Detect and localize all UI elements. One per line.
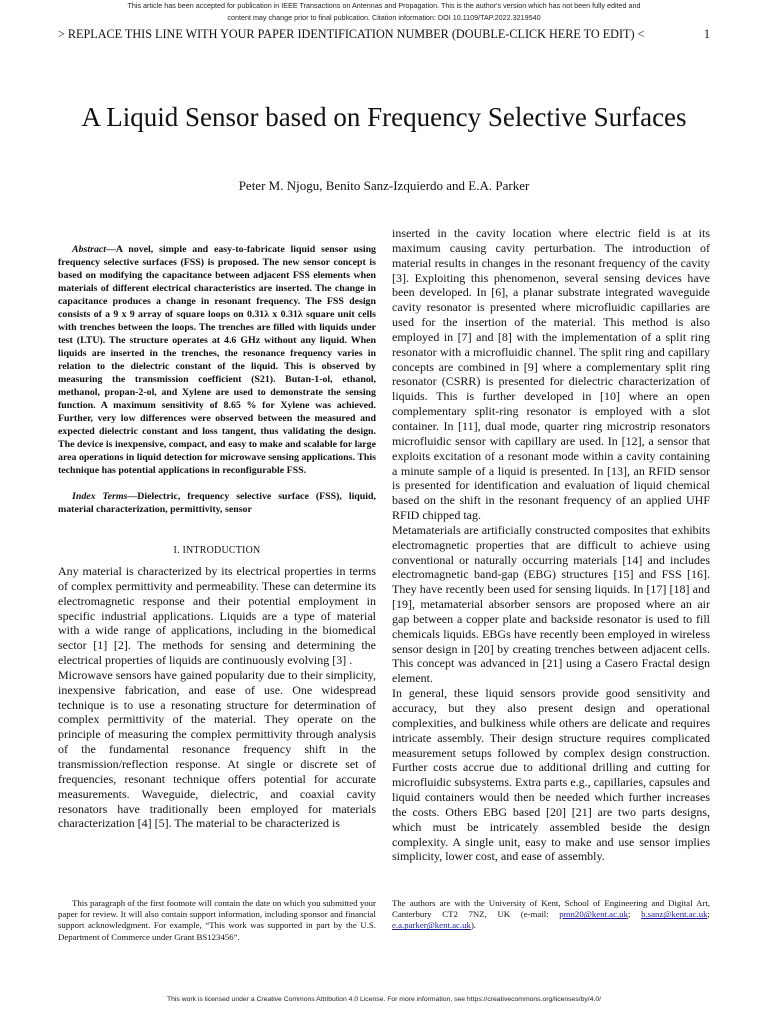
left-column [58,243,376,831]
footnote-right [392,898,710,932]
intro-paragraph: Any material is characterized by its electrical properties in terms of complex permittivity and permeability. These can determine its electromagnetic response and their potential employment in specific industrial applications. Liquids are a type of material with a wide range of applications, including in the biomedical sector [1] [2]. The methods for sensing and determining the electrical properties of liquids are continuously evolving [3] . [58,564,376,668]
email-separator: ; [707,909,710,920]
index-terms-dash: — [127,491,138,502]
abstract-text: A novel, simple and easy-to-fabricate liquid sensor using frequency selective surfaces (FSS) is proposed. The new sensor concept is based on modifying the capacitance between adjacent FSS elements when materials of different electrical characteristics are inserted. The change in capacitance produces a change in resonant frequency. The FSS design consists of a 9 x 9 array of square loops on 0.31λ x 0.31λ square unit cells with trenches between the loops. The trenches are filled with liquids under test (LTU). The structure operates at 4.6 GHz without any liquid. When liquids are inserted in the trenches, the resonance frequency varies in relation to the dielectric constant of the liquid. This is observed by measuring the transmission coefficient (S21). Butan-1-ol, ethanol, methanol, propan-2-ol, and Xylene are used to demonstrate the sensing function. A maximum sensitivity of 8.65 % for Xylene was achieved. Further, very low differences were observed between the measured and expected dielectric constant and loss tangent, thus validating the design. The device is inexpensive, compact, and easy to make and scalable for large area operations in liquid detection for microwave sensing applications. This technique has potential applications in reconfigurable FSS. [58,244,376,476]
email-separator: ; [627,909,631,920]
index-terms-label: Index Terms [72,491,128,502]
body-paragraph: inserted in the cavity location where electric field is at its maximum causing cavity perturbation. The introduction of material results in changes in the resonant frequency of the cavity [3]. Exploiting this phenomenon, several sensing devices have been developed. In [6], a planar substrate integrated waveguide cavity resonator is presented where microfluidic capillaries are used for the insertion of the material. This method is also employed in [7] and [8] with the implementation of a split ring resonator with a microfluidic channel. The split ring and capillary concepts are combined in [9] where a complementary split ring resonator (CSRR) is presented for dielectric characterization of liquids. This is further developed in [10] where an open complementary split-ring resonator is employed with a slot container. In [11], dual mode, quarter ring microstrip resonators microfluidic sensor with capillary are used. In [12], a sensor that exploits excitation of a resonant mode within a cavity containing a minute sample of a liquid is presented. In [13], an RFID sensor is presented for identification and evaluation of liquid chemical based on the shift in the resonant frequency of an applied UHF RFID chipped tag. [392,226,710,523]
abstract-label: Abstract [72,244,107,255]
body-paragraph: In general, these liquid sensors provide good sensitivity and accuracy, but they also present design and operational complexities, and bulkiness while others are delicate and requires intricate assembly. Their design structure requires complicated measurement setups followed by complex design construction. Further costs accrue due to additional drilling and cutting for microfluidic subsystems. Extra parts e.g., capillaries, capsules and liquid containers would then be needed which further increases the costs. Others EBG based [20] [21] are two parts designs, which must be intricately assembled beside the design complexity. A single unit, easy to make and use sensor implies simplicity, lower cost, and ease of assembly. [392,686,710,864]
right-column [392,226,710,864]
page-number: 1 [703,27,710,41]
email-link[interactable]: pmn20@kent.ac.uk [559,909,628,920]
abstract [58,243,376,477]
affiliation-text: The authors are with the University of Kent, School of Engineering and Digital Art, Canterbury CT2 7NZ, UK (e-mail: [392,898,710,920]
email-link[interactable]: e.a.parker@kent.ac.uk [392,920,471,931]
index-terms-text: Dielectric, frequency selective surface (FSS), liquid, material characterization, permittivity, sensor [58,491,376,515]
body-paragraph: Metamaterials are artificially constructed composites that exhibits electromagnetic properties that are difficult to achieve using conventional or naturally occurring materials [14] and includes electromagnetic band-gap (EBG) structures [15] and FSS [16]. They have recently been used for sensing liquids. In [17] [18] and [19], metamaterial absorber sensors are proposed where an air gap between a copper plate and backside resonator is used to fill chemicals liquids. EBGs have recently been employed in wireless sensor design in [20] by creating trenches between adjacent cells. This concept was advanced in [21] using a Casero Fractal design element. [392,522,710,686]
abstract-dash: — [106,244,116,255]
notice-line-1: This article has been accepted for publication in IEEE Transactions on Antennas and Propagation. This is the author's version which has not been fully edited and [127,1,641,10]
license-footer: This work is licensed under a Creative Commons Attribution 4.0 License. For more information, see https://creativecommons.org/licenses/by/4.0/ [166,996,602,1003]
paper-title: A Liquid Sensor based on Frequency Selective Surfaces [81,102,687,133]
section-heading-introduction: I. INTRODUCTION [173,545,261,556]
author-list: Peter M. Njogu, Benito Sanz-Izquierdo and E.A. Parker [238,178,530,193]
running-header [58,27,710,42]
affiliation-end: ). [470,920,477,931]
index-terms [58,490,376,516]
intro-paragraph: Microwave sensors have gained popularity due to their simplicity, inexpensive fabrication, and ease of use. One widespread technique is to use a resonating structure for determination of complex permittivity of the material. They operate on the principle of measuring the complex permittivity through analysis of the fundamental resonance frequency shift in the transmission/reflection response. At single or discrete set of frequencies, resonant technique offers potential for accurate measurements. Waveguide, dielectric, and coaxial cavity resonators have traditionally been employed for materials characterization [4] [5]. The material to be characterized is [58,667,376,831]
email-link[interactable]: b.sanz@kent.ac.uk [641,909,708,920]
publication-notice [0,0,768,24]
paper-id-placeholder[interactable]: > REPLACE THIS LINE WITH YOUR PAPER IDENTIFICATION NUMBER (DOUBLE-CLICK HERE TO EDIT) < [58,27,645,41]
footnote-left: This paragraph of the first footnote will contain the date on which you submitted your paper for review. It will also contain support information, including sponsor and financial support acknowledgment. For example, “This work was supported in part by the U.S. Department of Commerce under Grant BS123456”. [58,898,376,942]
notice-line-2: content may change prior to final publication. Citation information: DOI 10.1109/TAP.2022.3219540 [227,13,541,22]
